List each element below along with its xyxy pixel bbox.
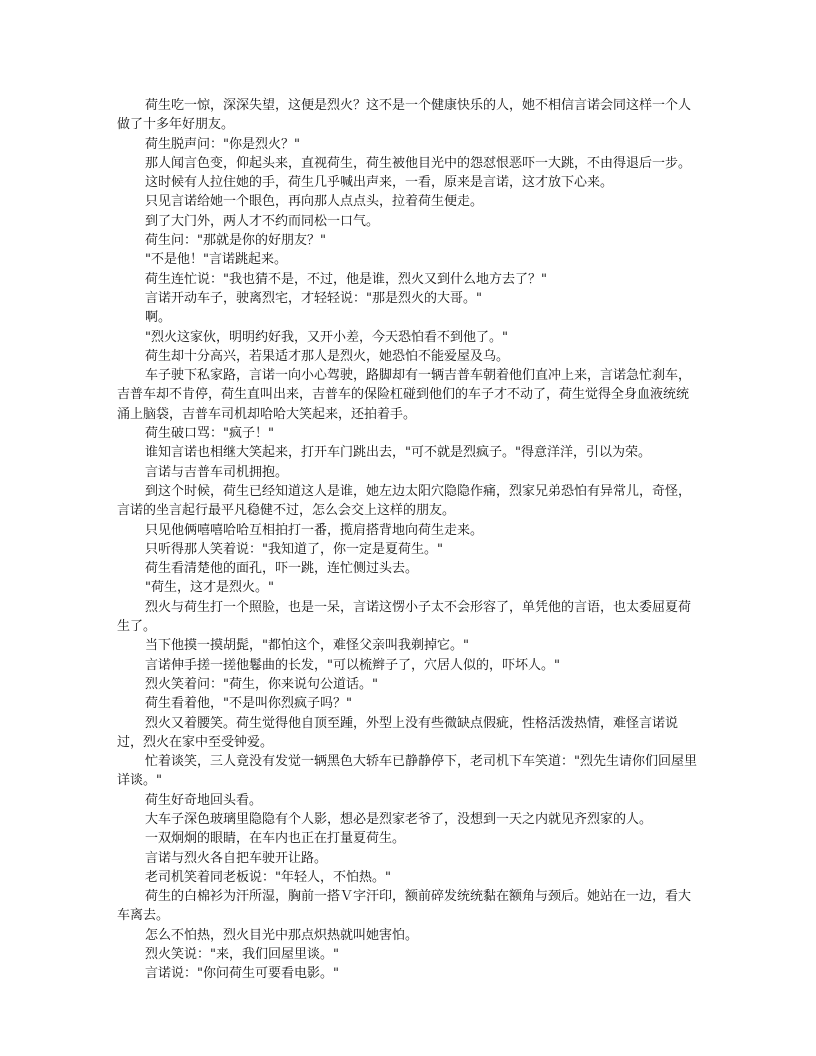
- paragraph: 这时候有人拉住她的手，荷生几乎喊出声来，一看，原来是言诺，这才放下心来。: [145, 175, 614, 191]
- paragraph: 到了大门外，两人才不约而同松一口气。: [145, 213, 380, 229]
- paragraph: 言诺说："你问荷生可要看电影。": [145, 966, 339, 982]
- paragraph: 言诺开动车子，驶离烈宅，才轻轻说："那是烈火的大哥。": [145, 290, 482, 306]
- paragraph: 到这个时候，荷生已经知道这人是谁，她左边太阳穴隐隐作痛，烈家兄弟恐怕有异常儿，奇怪，言诺的坐言起行最平凡稳健不过，怎么会交上这样的朋友。: [117, 483, 692, 519]
- paragraph: 烈火笑着问："荷生，你来说句公道话。": [145, 676, 378, 692]
- paragraph: 荷生脱声问："你是烈火？": [145, 136, 300, 152]
- paragraph: "烈火这家伙，明明约好我，又开小差，今天恐怕看不到他了。": [145, 329, 508, 345]
- paragraph: 荷生好奇地回头看。: [145, 792, 263, 808]
- paragraph: 只见言诺给她一个眼色，再向那人点点头，拉着荷生便走。: [145, 194, 484, 210]
- paragraph: 只听得那人笑着说："我知道了，你一定是夏荷生。": [145, 541, 443, 557]
- paragraph: 言诺与吉普车司机拥抱。: [145, 464, 289, 480]
- paragraph: 荷生看清楚他的面孔，吓一跳，连忙侧过头去。: [145, 561, 419, 577]
- paragraph: 一双炯炯的眼睛，在车内也正在打量夏荷生。: [145, 831, 406, 847]
- paragraph: 怎么不怕热，烈火目光中那点炽热就叫她害怕。: [145, 927, 419, 943]
- paragraph: 老司机笑着同老板说："年轻人，不怕热。": [145, 869, 391, 885]
- paragraph: 忙着谈笑，三人竟没有发觉一辆黑色大轿车已静静停下，老司机下车笑道："烈先生请你们回屋里详谈。": [117, 754, 697, 789]
- paragraph: 言诺伸手搓一搓他鬈曲的长发，"可以梳辫子了，穴居人似的，吓坏人。": [145, 657, 560, 673]
- paragraph: "荷生，这才是烈火。": [145, 580, 274, 596]
- paragraph: 大车子深色玻璃里隐隐有个人影，想必是烈家老爷了，没想到一天之内就见齐烈家的人。: [145, 811, 653, 827]
- paragraph: 谁知言诺也相继大笑起来，打开车门跳出去，"可不就是烈疯子。"得意洋洋，引以为荣。: [145, 445, 651, 461]
- paragraph: 烈火笑说："来，我们回屋里谈。": [145, 947, 339, 963]
- paragraph: 言诺与烈火各自把车驶开让路。: [145, 850, 328, 866]
- paragraph: "不是他！"言诺跳起来。: [145, 252, 287, 268]
- paragraph: 啊。: [145, 310, 172, 326]
- paragraph: 荷生破口骂："疯子！": [145, 426, 274, 442]
- paragraph: 荷生的白棉衫为汗所湿，胸前一搭Ｖ字汗印，额前碎发统统黏在额角与颈后。她站在一边，看大车离去。: [117, 889, 692, 924]
- paragraph: 只见他俩嘻嘻哈哈互相拍打一番，揽肩搭背地向荷生走来。: [145, 522, 484, 538]
- paragraph: 荷生却十分高兴，若果适才那人是烈火，她恐怕不能爱屋及乌。: [145, 348, 510, 364]
- paragraph: 烈火又着腰笑。荷生觉得他自顶至踵，外型上没有些微缺点假疵，性格活泼热情，难怪言诺说过，烈火在家中至受钟爱。: [117, 715, 679, 750]
- paragraph: 荷生问："那就是你的好朋友？": [145, 233, 326, 249]
- paragraph: 荷生吃一惊，深深失望，这便是烈火？这不是一个健康快乐的人，她不相信言诺会同这样一个人做了十多年好朋友。: [117, 98, 692, 133]
- paragraph: 烈火与荷生打一个照脸，也是一呆，言诺这愣小子太不会形容了，单凭他的言语，也太委屈夏荷生了。: [117, 599, 692, 635]
- paragraph: 当下他摸一摸胡髭，"都怕这个，难怪父亲叫我剃掉它。": [145, 638, 469, 654]
- document-page: [117, 96, 700, 984]
- paragraph: 荷生连忙说："我也猜不是，不过，他是谁，烈火又到什么地方去了？": [145, 271, 547, 287]
- paragraph: 荷生看着他，"不是叫你烈疯子吗？": [145, 696, 352, 712]
- paragraph: 那人闻言色变，仰起头来，直视荷生，荷生被他目光中的怨怼恨恶吓一大跳，不由得退后一步。: [145, 155, 692, 171]
- paragraph: 车子驶下私家路，言诺一向小心驾驶，路脚却有一辆吉普车朝着他们直冲上来，言诺急忙刹车，吉普车却不肯停，荷生直叫出来，吉普车的保险杠碰到他们的车子才不动了，荷生觉得全身血液统统涌上脑袋，吉普车司机却哈哈大笑起来，还拍着手。: [117, 368, 692, 422]
